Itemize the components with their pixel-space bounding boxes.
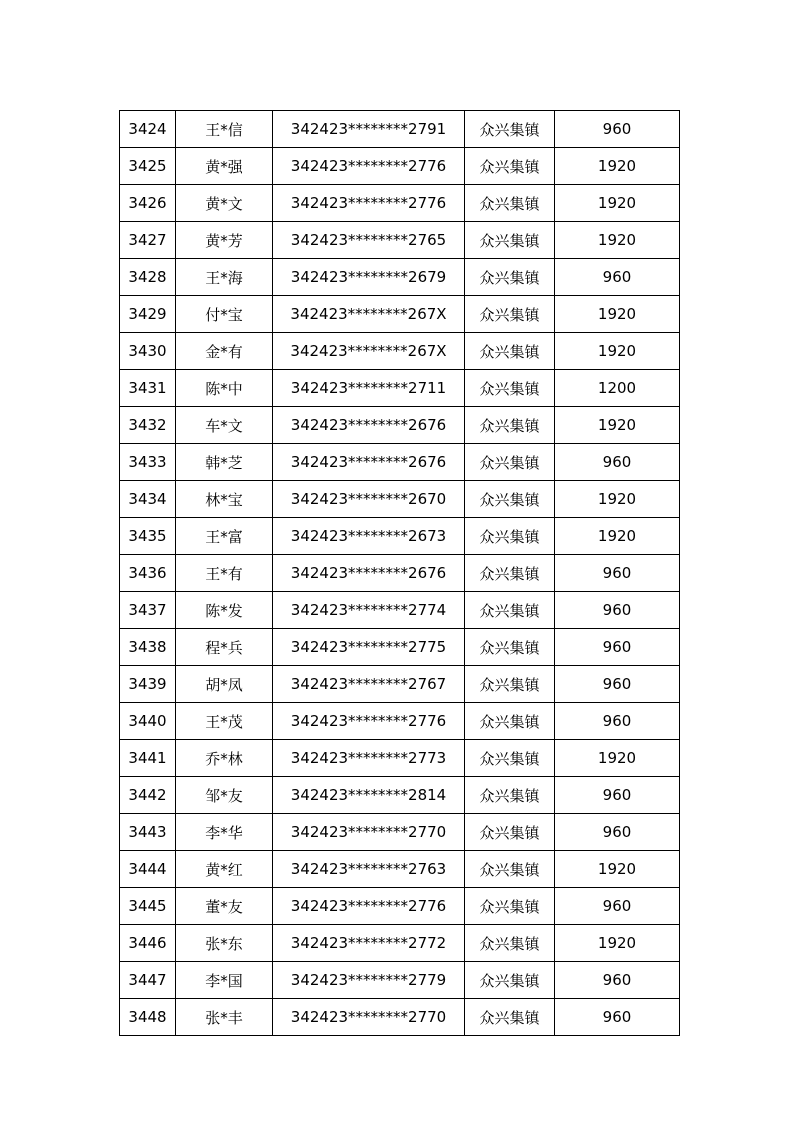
table-row — [120, 999, 680, 1036]
cell-id-number: 342423********2679 — [273, 259, 465, 296]
cell-name: 李*华 — [176, 814, 273, 851]
cell-id-number: 342423********2711 — [273, 370, 465, 407]
cell-amount: 1920 — [555, 333, 680, 370]
cell-name: 乔*林 — [176, 740, 273, 777]
cell-id-number: 342423********2773 — [273, 740, 465, 777]
cell-amount: 960 — [555, 444, 680, 481]
cell-seq: 3438 — [120, 629, 176, 666]
cell-id-number: 342423********267X — [273, 296, 465, 333]
cell-seq: 3430 — [120, 333, 176, 370]
table-row — [120, 370, 680, 407]
cell-name: 韩*芝 — [176, 444, 273, 481]
table-row — [120, 148, 680, 185]
table-row — [120, 629, 680, 666]
cell-amount: 960 — [555, 666, 680, 703]
cell-seq: 3437 — [120, 592, 176, 629]
table-row — [120, 703, 680, 740]
cell-town: 众兴集镇 — [465, 962, 555, 999]
cell-id-number: 342423********2770 — [273, 999, 465, 1036]
cell-name: 王*信 — [176, 111, 273, 148]
table-row — [120, 481, 680, 518]
table-row — [120, 814, 680, 851]
cell-id-number: 342423********2770 — [273, 814, 465, 851]
cell-id-number: 342423********2676 — [273, 407, 465, 444]
cell-town: 众兴集镇 — [465, 259, 555, 296]
cell-town: 众兴集镇 — [465, 999, 555, 1036]
table-row — [120, 888, 680, 925]
cell-name: 车*文 — [176, 407, 273, 444]
table-row — [120, 296, 680, 333]
table-row — [120, 777, 680, 814]
cell-amount: 1200 — [555, 370, 680, 407]
cell-id-number: 342423********2779 — [273, 962, 465, 999]
cell-town: 众兴集镇 — [465, 444, 555, 481]
cell-id-number: 342423********2791 — [273, 111, 465, 148]
cell-id-number: 342423********2763 — [273, 851, 465, 888]
table-row — [120, 333, 680, 370]
cell-name: 林*宝 — [176, 481, 273, 518]
cell-amount: 960 — [555, 111, 680, 148]
cell-name: 张*东 — [176, 925, 273, 962]
cell-seq: 3439 — [120, 666, 176, 703]
table-row — [120, 111, 680, 148]
cell-town: 众兴集镇 — [465, 370, 555, 407]
cell-seq: 3425 — [120, 148, 176, 185]
cell-amount: 960 — [555, 703, 680, 740]
cell-seq: 3442 — [120, 777, 176, 814]
cell-id-number: 342423********2814 — [273, 777, 465, 814]
cell-seq: 3429 — [120, 296, 176, 333]
cell-amount: 960 — [555, 814, 680, 851]
cell-amount: 960 — [555, 555, 680, 592]
roster-body — [120, 111, 680, 1036]
cell-name: 黄*芳 — [176, 222, 273, 259]
table-row — [120, 518, 680, 555]
table-row — [120, 740, 680, 777]
table-row — [120, 222, 680, 259]
table-row — [120, 407, 680, 444]
cell-seq: 3448 — [120, 999, 176, 1036]
cell-town: 众兴集镇 — [465, 296, 555, 333]
cell-town: 众兴集镇 — [465, 814, 555, 851]
cell-name: 胡*凤 — [176, 666, 273, 703]
cell-id-number: 342423********2670 — [273, 481, 465, 518]
cell-id-number: 342423********2676 — [273, 444, 465, 481]
cell-id-number: 342423********2774 — [273, 592, 465, 629]
cell-name: 金*有 — [176, 333, 273, 370]
cell-amount: 1920 — [555, 296, 680, 333]
cell-amount: 1920 — [555, 740, 680, 777]
cell-id-number: 342423********2765 — [273, 222, 465, 259]
cell-amount: 1920 — [555, 148, 680, 185]
cell-seq: 3428 — [120, 259, 176, 296]
cell-town: 众兴集镇 — [465, 925, 555, 962]
cell-town: 众兴集镇 — [465, 740, 555, 777]
cell-id-number: 342423********267X — [273, 333, 465, 370]
cell-name: 王*有 — [176, 555, 273, 592]
cell-seq: 3446 — [120, 925, 176, 962]
table-row — [120, 962, 680, 999]
cell-name: 王*富 — [176, 518, 273, 555]
cell-town: 众兴集镇 — [465, 592, 555, 629]
cell-seq: 3435 — [120, 518, 176, 555]
table-row — [120, 185, 680, 222]
cell-id-number: 342423********2673 — [273, 518, 465, 555]
cell-seq: 3434 — [120, 481, 176, 518]
cell-amount: 960 — [555, 259, 680, 296]
cell-id-number: 342423********2676 — [273, 555, 465, 592]
cell-amount: 960 — [555, 592, 680, 629]
cell-amount: 1920 — [555, 925, 680, 962]
cell-seq: 3433 — [120, 444, 176, 481]
cell-id-number: 342423********2775 — [273, 629, 465, 666]
table-row — [120, 444, 680, 481]
cell-seq: 3436 — [120, 555, 176, 592]
cell-seq: 3444 — [120, 851, 176, 888]
cell-seq: 3443 — [120, 814, 176, 851]
cell-town: 众兴集镇 — [465, 777, 555, 814]
cell-name: 黄*强 — [176, 148, 273, 185]
table-row — [120, 555, 680, 592]
cell-amount: 1920 — [555, 222, 680, 259]
table-row — [120, 666, 680, 703]
cell-seq: 3432 — [120, 407, 176, 444]
cell-amount: 960 — [555, 962, 680, 999]
cell-town: 众兴集镇 — [465, 851, 555, 888]
cell-town: 众兴集镇 — [465, 333, 555, 370]
cell-town: 众兴集镇 — [465, 666, 555, 703]
cell-name: 张*丰 — [176, 999, 273, 1036]
cell-amount: 1920 — [555, 407, 680, 444]
cell-town: 众兴集镇 — [465, 148, 555, 185]
cell-seq: 3424 — [120, 111, 176, 148]
cell-amount: 1920 — [555, 851, 680, 888]
cell-amount: 960 — [555, 777, 680, 814]
cell-name: 程*兵 — [176, 629, 273, 666]
cell-amount: 960 — [555, 999, 680, 1036]
cell-seq: 3445 — [120, 888, 176, 925]
cell-amount: 960 — [555, 888, 680, 925]
cell-name: 李*国 — [176, 962, 273, 999]
cell-seq: 3440 — [120, 703, 176, 740]
cell-seq: 3447 — [120, 962, 176, 999]
cell-name: 陈*发 — [176, 592, 273, 629]
cell-amount: 960 — [555, 629, 680, 666]
table-row — [120, 592, 680, 629]
cell-id-number: 342423********2772 — [273, 925, 465, 962]
cell-town: 众兴集镇 — [465, 111, 555, 148]
cell-town: 众兴集镇 — [465, 481, 555, 518]
cell-town: 众兴集镇 — [465, 222, 555, 259]
cell-town: 众兴集镇 — [465, 555, 555, 592]
cell-seq: 3427 — [120, 222, 176, 259]
cell-name: 董*友 — [176, 888, 273, 925]
cell-town: 众兴集镇 — [465, 888, 555, 925]
cell-town: 众兴集镇 — [465, 407, 555, 444]
cell-amount: 1920 — [555, 185, 680, 222]
cell-name: 王*茂 — [176, 703, 273, 740]
table-row — [120, 851, 680, 888]
cell-id-number: 342423********2776 — [273, 888, 465, 925]
cell-amount: 1920 — [555, 518, 680, 555]
cell-id-number: 342423********2776 — [273, 148, 465, 185]
cell-seq: 3431 — [120, 370, 176, 407]
cell-id-number: 342423********2776 — [273, 185, 465, 222]
cell-town: 众兴集镇 — [465, 518, 555, 555]
cell-town: 众兴集镇 — [465, 703, 555, 740]
cell-name: 王*海 — [176, 259, 273, 296]
cell-town: 众兴集镇 — [465, 185, 555, 222]
roster-table — [119, 110, 680, 1036]
cell-name: 黄*红 — [176, 851, 273, 888]
cell-seq: 3426 — [120, 185, 176, 222]
cell-town: 众兴集镇 — [465, 629, 555, 666]
cell-seq: 3441 — [120, 740, 176, 777]
cell-id-number: 342423********2767 — [273, 666, 465, 703]
cell-name: 邹*友 — [176, 777, 273, 814]
cell-amount: 1920 — [555, 481, 680, 518]
cell-name: 黄*文 — [176, 185, 273, 222]
cell-name: 陈*中 — [176, 370, 273, 407]
cell-id-number: 342423********2776 — [273, 703, 465, 740]
cell-name: 付*宝 — [176, 296, 273, 333]
table-row — [120, 259, 680, 296]
table-row — [120, 925, 680, 962]
